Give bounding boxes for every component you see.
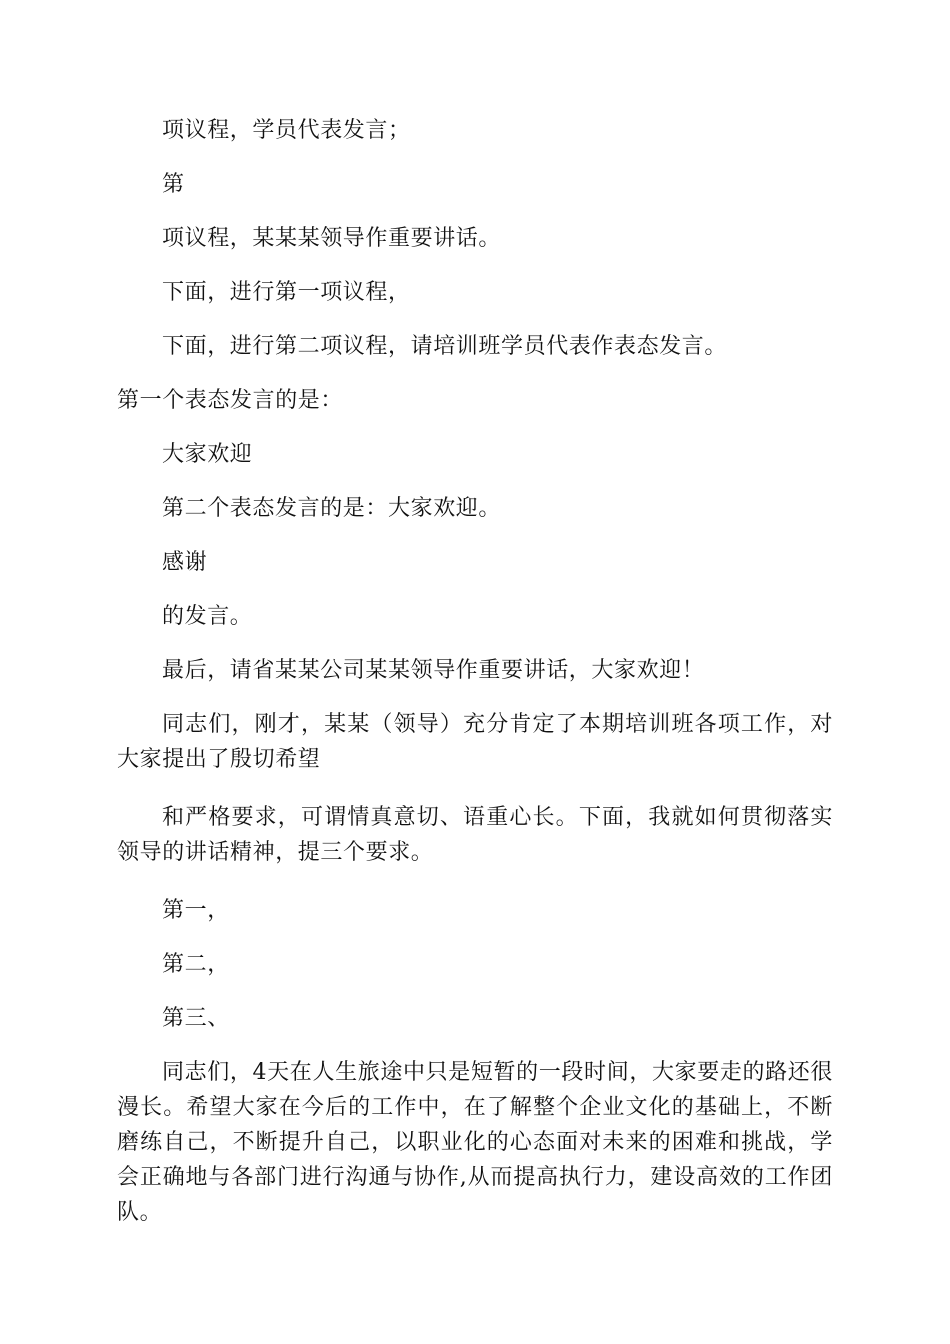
paragraph-10: 的发言。: [162, 604, 253, 629]
paragraph-15: 第二，: [162, 952, 230, 977]
paragraph-13: 和严格要求，可谓情真意切、语重心长。下面，我就如何贯彻落实领导的讲话精神，提三个要求。: [117, 805, 833, 865]
paragraph-16: 第三、: [162, 1006, 230, 1031]
paragraph-4: 下面，进行第一项议程，: [162, 280, 411, 305]
paragraph-3: 项议程，某某某领导作重要讲话。: [162, 226, 502, 251]
paragraph-6: 第一个表态发言的是：: [117, 388, 344, 413]
paragraph-9: 感谢: [162, 550, 208, 575]
paragraph-12: 同志们，刚才，某某（领导）充分肯定了本期培训班各项工作，对大家提出了殷切希望: [117, 712, 833, 772]
paragraph-2: 第: [162, 172, 185, 197]
paragraph-8: 第二个表态发言的是：大家欢迎。: [162, 496, 502, 521]
paragraph-11: 最后，请省某某公司某某领导作重要讲话，大家欢迎！: [162, 658, 705, 683]
paragraph-7: 大家欢迎: [162, 442, 253, 467]
paragraph-14: 第一，: [162, 898, 230, 923]
paragraph-17: 同志们，4天在人生旅途中只是短暂的一段时间，大家要走的路还很漫长。希望大家在今后的工作中，在了解整个企业文化的基础上，不断磨练自己，不断提升自己，以职业化的心态面对未来的困难和挑战，学会正确地与各部门进行沟通与协作,从而提高执行力，建设高效的工作团队。: [117, 1060, 833, 1225]
paragraph-5: 下面，进行第二项议程，请培训班学员代表作表态发言。: [162, 334, 728, 359]
paragraph-1: 项议程，学员代表发言；: [162, 118, 411, 143]
